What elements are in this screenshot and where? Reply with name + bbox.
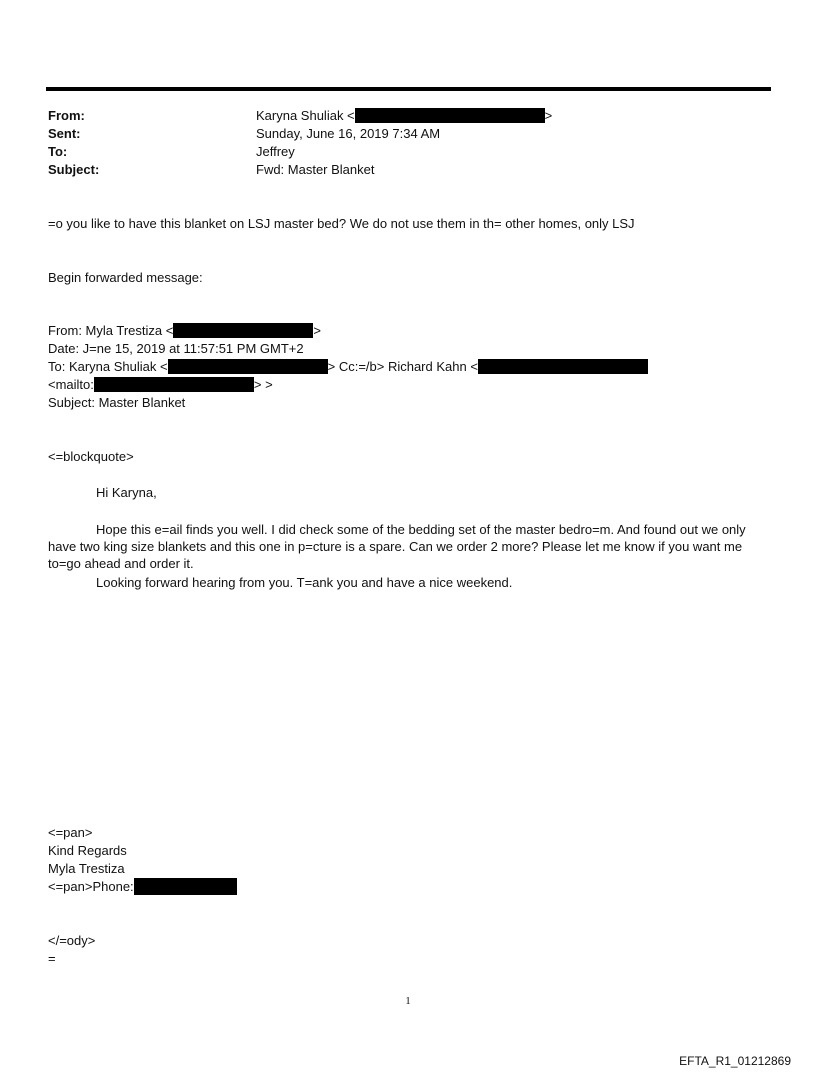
body-end-tag: </=ody> [48,933,96,948]
fwd-date: Date: J=ne 15, 2019 at 11:57:51 PM GMT+2 [48,341,304,356]
fwd-cc-text: > Cc:=/b> Richard Kahn < [327,359,478,374]
closing-line: Looking forward hearing from you. T=ank you and have a nice weekend. [96,575,513,590]
fwd-mailto-tail: > > [253,377,273,392]
redaction-box [168,359,328,374]
redaction-box [94,377,254,392]
greeting: Hi Karyna, [96,485,157,500]
from-label: From: [48,108,85,123]
page-number: 1 [405,995,411,1007]
message-text: Hope this e=ail finds you well. I did check some of the bedding set of the master bedro=m. And found out we only have two king size blankets and this one in p=cture is a spare. Can we order 2 more? Please let me know if you want me to=go ahead and order it. [48,522,746,571]
equals-sign: = [48,951,56,966]
fwd-from-tail: > [313,323,321,338]
phone-line [48,878,237,896]
intro-text: =o you like to have this blanket on LSJ master bed? We do not use them in th= other homes, only LSJ [48,216,635,231]
fwd-subject: Subject: Master Blanket [48,395,186,410]
fwd-from [48,322,321,340]
sent-label: Sent: [48,126,81,141]
span-tag: <=pan> [48,825,93,840]
signature-name: Myla Trestiza [48,861,125,876]
fwd-mailto-text: <mailto: [48,377,94,392]
to-value: Jeffrey [256,144,295,159]
phone-label: <=pan>Phone: [48,879,134,894]
fwd-to [48,358,648,376]
from-value [256,107,552,125]
document-id: EFTA_R1_01212869 [679,1054,791,1068]
to-label: To: [48,144,68,159]
blockquote-tag: <=blockquote> [48,449,134,464]
redaction-box [355,108,545,123]
redaction-box [134,878,237,895]
header-rule [46,87,771,91]
sent-value: Sunday, June 16, 2019 7:34 AM [256,126,441,141]
redaction-box [173,323,313,338]
fwd-to-text: To: Karyna Shuliak < [48,359,168,374]
redaction-box [478,359,648,374]
subject-label: Subject: [48,162,100,177]
from-tail: > [544,108,553,123]
from-name: Karyna Shuliak < [256,108,355,123]
kind-regards: Kind Regards [48,843,127,858]
fwd-mailto [48,376,273,394]
subject-value: Fwd: Master Blanket [256,162,375,177]
begin-forwarded: Begin forwarded message: [48,270,203,285]
fwd-from-text: From: Myla Trestiza < [48,323,174,338]
message-paragraph [48,521,748,572]
